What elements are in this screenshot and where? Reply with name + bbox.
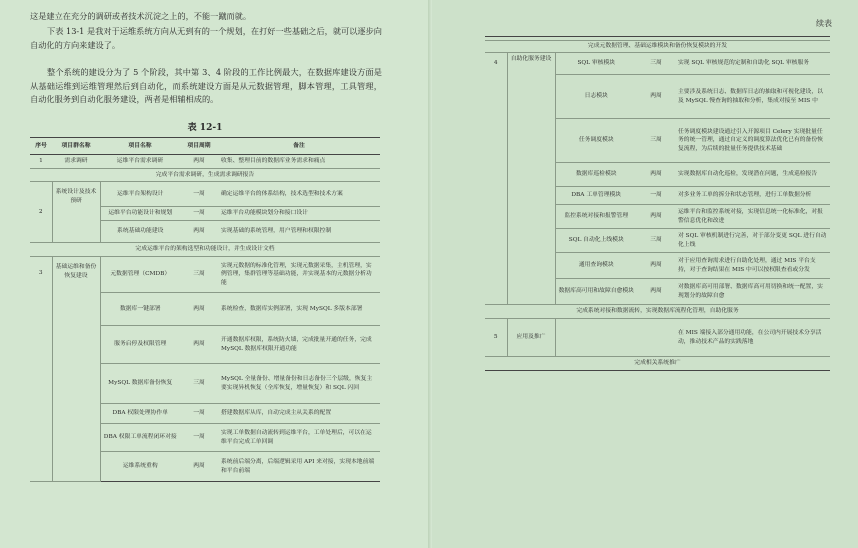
cell-period: 三周 — [180, 364, 218, 404]
cell-note: 对 SQL 审核机制进行完善，对于部分变更 SQL 进行自动化上线 — [675, 229, 830, 253]
cell-period: 两周 — [180, 293, 218, 326]
cell-note: 在 MIS 端接入部分通用功能，在公司内开展技术分享活动，推动技术产品的实践落地 — [675, 319, 830, 357]
cell-note: 搭建数据库从库，自动完成主从关系的配置 — [218, 404, 380, 424]
header-note: 备注 — [218, 138, 380, 155]
cell-no: 4 — [485, 53, 507, 305]
cell-name: 系统基础功能建设 — [100, 221, 180, 243]
cell-period: 两周 — [637, 205, 675, 229]
cell-note: 实现工单数据自动流转到运维平台，工单处理后，可以在运维平台完成工单回调 — [218, 424, 380, 452]
cell-period: 两周 — [180, 221, 218, 243]
cell-period: 两周 — [180, 155, 218, 169]
cell-name: MySQL 数据库备份恢复 — [100, 364, 180, 404]
cell-name: DBA 权限工单流程闭环对接 — [100, 424, 180, 452]
cell-name: 服务启停及权限管理 — [100, 326, 180, 364]
cell-note: 实现数据库自动化巡检，发现潜在问题，生成巡检报告 — [675, 163, 830, 187]
cell-name: 运维系统重构 — [100, 452, 180, 482]
cell-note: 确定运维平台的体系结构，技术选型和技术方案 — [218, 182, 380, 207]
header-name: 项目名称 — [100, 138, 180, 155]
cell-note: 任务调度模块建设通过引入开源项目 Celery 实现批量任务的统一管理，通过自定义的调度算法优化已有的备份恢复流程，为后续的批量任务提供技术基础 — [675, 119, 830, 163]
cell-group: 应用及推广 — [507, 319, 555, 357]
cell-no: 2 — [30, 182, 52, 243]
cell-note: 对数据库高可用部署、数据库高可用切换和统一配置，实现划分的故障自愈 — [675, 279, 830, 305]
cell-note: 对于应用查询需求进行自助化处理，通过 MIS 平台支持，对于查询结果在 MIS 中可以按权限查看或分发 — [675, 253, 830, 279]
header-group: 项目群名称 — [52, 138, 100, 155]
cell-period: 一周 — [637, 187, 675, 205]
book-spine — [428, 0, 432, 548]
cell-period: 两周 — [180, 452, 218, 482]
cell-period: 两周 — [637, 253, 675, 279]
cell-period: 两周 — [637, 75, 675, 119]
cell-name: 任务调度模块 — [555, 119, 637, 163]
cell-name: 运维平台功能设计和规划 — [100, 207, 180, 221]
cell-group: 系统设计及技术预研 — [52, 182, 100, 243]
paragraph-plan: 下表 13-1 是我对于运维系统方向从无到有的一个规划，在打好一些基础之后，就可以逐步向自动化的方向来建设了。 — [30, 26, 382, 50]
cell-name: SQL 自动化上线模块 — [555, 229, 637, 253]
cell-period: 三周 — [637, 119, 675, 163]
cell-note: 运维平台功能模块划分和接口设计 — [218, 207, 380, 221]
cell-period: 两周 — [637, 163, 675, 187]
cell-name: DBA 工单管理模块 — [555, 187, 637, 205]
cell-name: DBA 权限处理协作单 — [100, 404, 180, 424]
cell-note: 主要涉及系统日志、数据库日志的抽取和可视化建设，以及 MySQL 慢查询的抽取和分析，集成对接至 MIS 中 — [675, 75, 830, 119]
cell-name: 数据库巡检模块 — [555, 163, 637, 187]
cell-period: 两周 — [180, 326, 218, 364]
cell-note: 系统检查，数据库实例部署，实现 MySQL 多版本部署 — [218, 293, 380, 326]
plan-table-left — [30, 137, 380, 482]
stage-summary: 完成元数据管理、基础运维模块和备份恢复模块的开发 — [485, 41, 830, 53]
cell-note: 实现元数据的标准化管理，实现元数据采集，主机管理，实例管理，集群管理等基础功能，并实现基本的元数据分析功能 — [218, 257, 380, 293]
continued-label: 续表 — [816, 19, 832, 28]
stage-summary: 完成平台需求调研，生成需求调研报告 — [30, 169, 380, 182]
paragraph-stages: 整个系统的建设分为了 5 个阶段，其中第 3、4 阶段的工作比例最大，在数据库建设方面是从基础运维到运维管理然后到自动化，而系统建设方面是从元数据管理，脚本管理，工具管理，自动化服务到自动化服务建设，两者是相辅相成的。 — [30, 67, 382, 104]
cell-period: 一周 — [180, 182, 218, 207]
cell-name — [555, 319, 637, 357]
cell-name: 运维平台架构设计 — [100, 182, 180, 207]
cell-period: 三周 — [637, 229, 675, 253]
cell-note: 系统前后端分离，后端逻辑采用 API 来对接，实现本地前端和平台前端 — [218, 452, 380, 482]
cell-no: 5 — [485, 319, 507, 357]
cell-period — [637, 319, 675, 357]
stage-summary: 完成运维平台的架构选型和功能设计，并生成设计文档 — [30, 243, 380, 257]
table-title: 表 12-1 — [187, 123, 223, 133]
paragraph-intro: 这是建立在充分的调研或者技术沉淀之上的，不能一蹴而就。 — [30, 11, 252, 21]
cell-period: 三周 — [637, 53, 675, 75]
cell-note: MySQL 全量备份、增量备份和日志备份三个层级，恢复主要实现异机恢复（全库恢复，增量恢复）和 SQL 闪回 — [218, 364, 380, 404]
cell-note: 实现 SQL 审核规范的定制和自助化 SQL 审核服务 — [675, 53, 830, 75]
cell-name: 运维平台需求调研 — [100, 155, 180, 169]
cell-note: 收集、整理目前的数据库业务需求和痛点 — [218, 155, 380, 169]
cell-no: 1 — [30, 155, 52, 169]
stage-summary: 完成相关系统推广 — [485, 357, 830, 371]
cell-note: 运维平台和监控系统对接，实现信息统一化标准化，对报警信息优化和改进 — [675, 205, 830, 229]
cell-note: 对多业务工单的拆分和状态管理，进行工单数据分析 — [675, 187, 830, 205]
table-top-rule — [485, 36, 830, 37]
stage-summary: 完成系统对接和数据流转，实现数据库流程化管理，自助化服务 — [485, 305, 830, 319]
cell-name: 数据库一键部署 — [100, 293, 180, 326]
cell-period: 一周 — [180, 207, 218, 221]
header-period: 项目周期 — [180, 138, 218, 155]
cell-period: 三周 — [180, 257, 218, 293]
cell-name: SQL 审核模块 — [555, 53, 637, 75]
cell-period: 一周 — [180, 424, 218, 452]
cell-name: 监控系统对接和报警管理 — [555, 205, 637, 229]
cell-name: 数据库高可用和故障自愈模块 — [555, 279, 637, 305]
cell-no: 3 — [30, 257, 52, 482]
cell-group: 基础运维和备份恢复建设 — [52, 257, 100, 482]
cell-period: 两周 — [637, 279, 675, 305]
cell-name: 通用查询模块 — [555, 253, 637, 279]
cell-group: 自助化服务建设 — [507, 53, 555, 305]
cell-note: 开通数据库权限，系统防火墙，完成批量开通的任务，完成 MySQL 数据库权限开通功能 — [218, 326, 380, 364]
plan-table-right — [485, 40, 830, 371]
cell-name: 日志模块 — [555, 75, 637, 119]
header-no: 序号 — [30, 138, 52, 155]
cell-period: 一周 — [180, 404, 218, 424]
cell-name: 元数据管理（CMDB） — [100, 257, 180, 293]
cell-note: 实现基础的系统管理，用户管理和权限控制 — [218, 221, 380, 243]
cell-group: 需求调研 — [52, 155, 100, 169]
